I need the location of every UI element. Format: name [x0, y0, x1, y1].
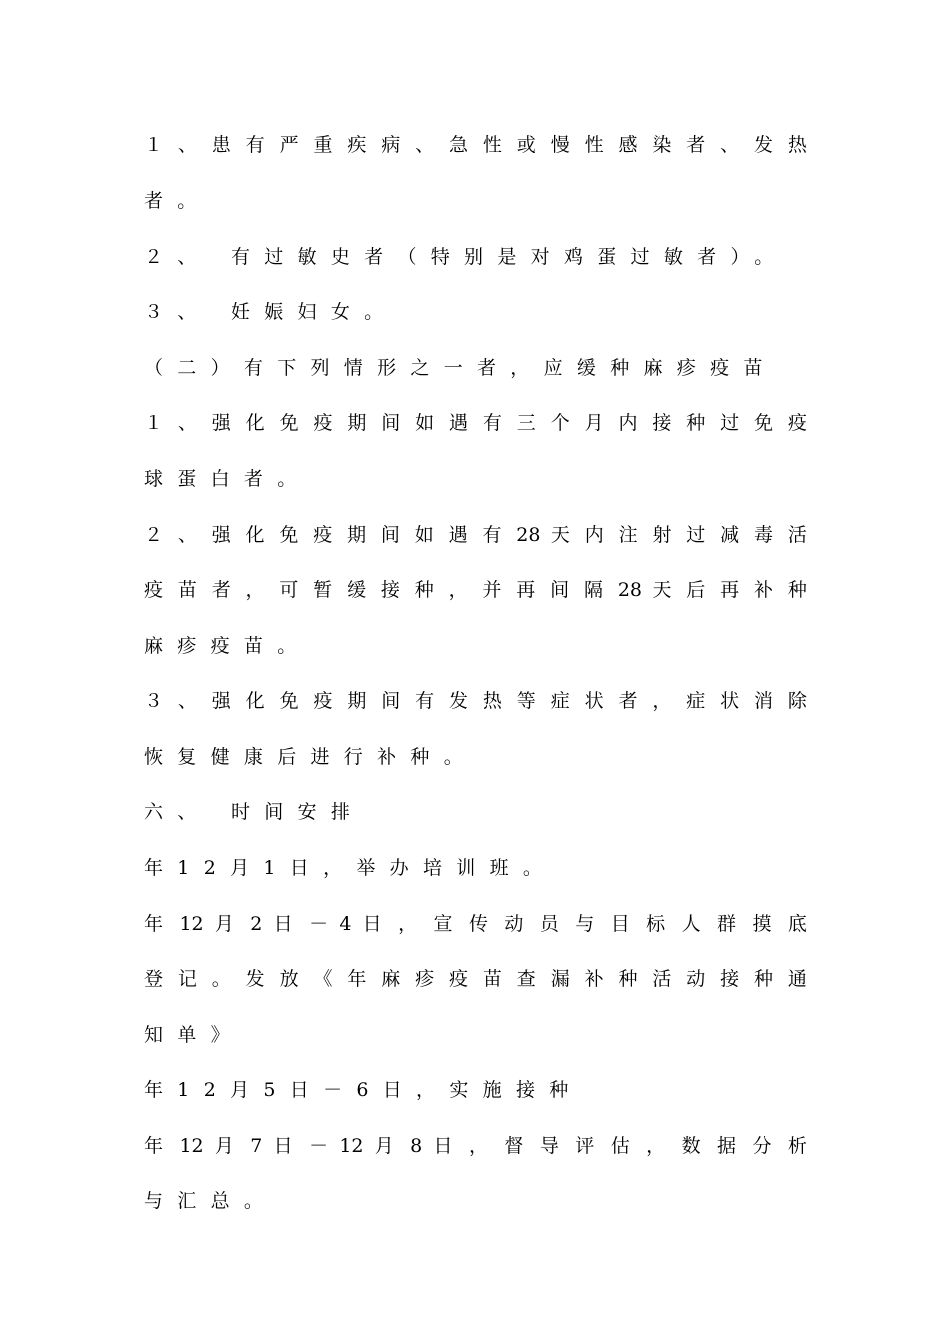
text-line: ３、 妊娠妇女。 — [144, 301, 398, 323]
text-line: 疫 苗 者 ， 可 暂 缓 接 种 ， 并 再 间 隔 28 天 后 再 补 种 — [144, 579, 807, 601]
text-line: 年12月1日，举办培训班。 — [144, 857, 557, 879]
text-line: ３ 、 强 化 免 疫 期 间 有 发 热 等 症 状 者 ， 症 状 消 除 — [144, 690, 807, 712]
text-line: 球蛋白者。 — [144, 468, 311, 490]
text-line: （二）有下列情形之一者，应缓种麻疹疫苗 — [144, 357, 777, 379]
text-line: 年 12 月 7 日 － 12 月 8 日 ， 督 导 评 估 ， 数 据 分 析 — [144, 1135, 807, 1157]
text-line: ２、 有过敏史者（特别是对鸡蛋过敏者）。 — [144, 246, 788, 268]
text-line: 年 12 月 2 日 － 4 日 ， 宣 传 动 员 与 目 标 人 群 摸 底 — [144, 913, 807, 935]
section-heading: 六、 时间安排 — [144, 801, 365, 823]
text-line: １ 、 患 有 严 重 疾 病 、 急 性 或 慢 性 感 染 者 、 发 热 — [144, 134, 807, 156]
text-line: 年12月5日－6日，实施接种 — [144, 1079, 583, 1101]
text-line: ２ 、 强 化 免 疫 期 间 如 遇 有 28 天 内 注 射 过 减 毒 活 — [144, 524, 807, 546]
text-line: 与汇总。 — [144, 1190, 278, 1212]
text-line: 恢复健康后进行补种。 — [144, 746, 478, 768]
text-line: 登 记 。 发 放 《 年 麻 疹 疫 苗 查 漏 补 种 活 动 接 种 通 — [144, 968, 807, 990]
text-line: １ 、 强 化 免 疫 期 间 如 遇 有 三 个 月 内 接 种 过 免 疫 — [144, 412, 807, 434]
text-line: 知单》 — [144, 1024, 244, 1046]
text-line: 麻疹疫苗。 — [144, 635, 311, 657]
text-line: 者。 — [144, 190, 211, 212]
